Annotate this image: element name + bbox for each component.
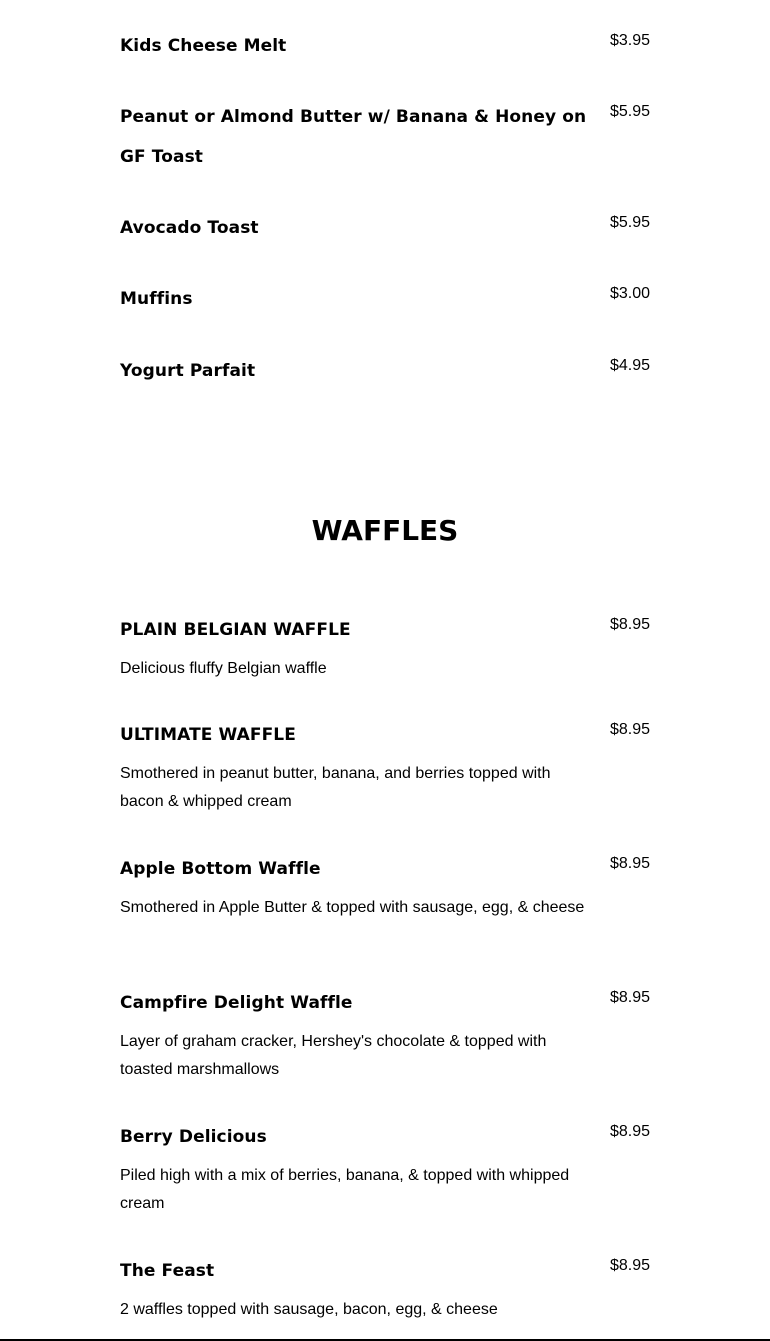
menu-item-price: $5.95: [609, 103, 650, 120]
menu-item-description: Smothered in peanut butter, banana, and berries topped with bacon & whipped cream: [120, 765, 551, 810]
menu-item-price: $8.95: [609, 1123, 650, 1140]
menu-item-price: $8.95: [609, 989, 650, 1006]
menu-item-yogurt-parfait: [120, 351, 650, 391]
menu-item-price: $8.95: [609, 616, 650, 633]
menu-item-name: Kids Cheese Melt: [120, 36, 287, 56]
menu-item-apple-bottom-waffle: [120, 849, 650, 922]
menu-item-campfire-delight-waffle: [120, 983, 650, 1084]
menu-item-plain-belgian-waffle: [120, 610, 650, 683]
menu-item-name: Muffins: [120, 289, 193, 309]
menu-item-nut-butter-toast: [120, 97, 650, 177]
menu-item-description: Layer of graham cracker, Hershey's chocolate & topped with toasted marshmallows: [120, 1033, 547, 1078]
menu-item-name: Campfire Delight Waffle: [120, 993, 353, 1013]
section-title-waffles: WAFFLES: [311, 514, 459, 547]
menu-item-description: Piled high with a mix of berries, banana, & topped with whipped cream: [120, 1167, 570, 1212]
menu-item-name: Apple Bottom Waffle: [120, 859, 321, 879]
menu-item-muffins: [120, 279, 650, 319]
menu-item-the-feast: [120, 1251, 650, 1324]
menu-item-price: $8.95: [609, 1257, 650, 1274]
menu-item-name: Avocado Toast: [120, 218, 259, 238]
menu-item-price: $4.95: [609, 357, 650, 374]
menu-item-name: Berry Delicious: [120, 1127, 267, 1147]
menu-item-name: Peanut or Almond Butter w/ Banana & Honey on GF Toast: [120, 107, 587, 167]
menu-item-kids-cheese-melt: [120, 26, 650, 66]
menu-item-avocado-toast: [120, 208, 650, 248]
menu-item-price: $3.00: [609, 285, 650, 302]
menu-item-price: $3.95: [609, 32, 650, 49]
menu-item-price: $8.95: [609, 721, 650, 738]
menu-item-price: $5.95: [609, 214, 650, 231]
menu-item-description: 2 waffles topped with sausage, bacon, egg, & cheese: [120, 1301, 498, 1318]
menu-item-name: ULTIMATE WAFFLE: [120, 725, 296, 745]
menu-item-name: The Feast: [120, 1261, 215, 1281]
menu-item-berry-delicious: [120, 1117, 650, 1218]
menu-item-description: Delicious fluffy Belgian waffle: [120, 660, 327, 677]
menu-item-description: Smothered in Apple Butter & topped with sausage, egg, & cheese: [120, 899, 585, 916]
menu-item-name: Yogurt Parfait: [120, 361, 256, 381]
menu-item-name: PLAIN BELGIAN WAFFLE: [120, 620, 351, 640]
menu-item-ultimate-waffle: [120, 715, 650, 816]
menu-item-price: $8.95: [609, 855, 650, 872]
